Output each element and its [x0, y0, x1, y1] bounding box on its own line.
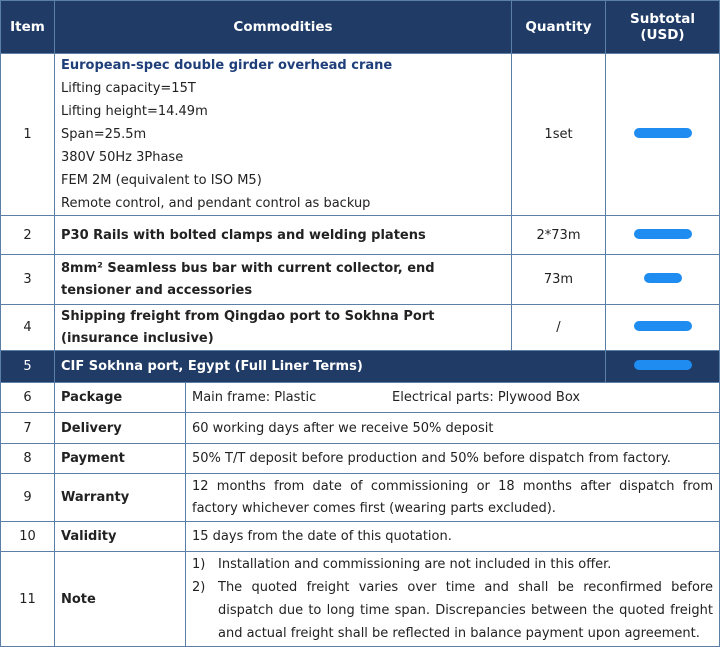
subtotal-cell: [606, 54, 720, 216]
note-number: 1): [192, 557, 206, 572]
commodity-title: 8mm² Seamless bus bar with current collector, end tensioner and accessories: [55, 255, 512, 305]
subtotal-cell: [606, 216, 720, 255]
spec-line: Lifting capacity=15T: [61, 81, 196, 96]
terms-row: [1, 522, 720, 552]
subtotal-cell: [606, 351, 720, 383]
spec-line: Lifting height=14.49m: [61, 104, 208, 119]
notes-cell: [186, 552, 720, 647]
terms-label: Warranty: [55, 474, 186, 522]
terms-value: 50% T/T deposit before production and 50% before dispatch from factory.: [186, 444, 720, 474]
header-quantity: Quantity: [512, 1, 606, 54]
terms-value: 12 months from date of commissioning or 18 months after dispatch from factory whichever comes first (wearing parts excluded).: [186, 474, 720, 522]
commodity-title: Shipping freight from Qingdao port to Sokhna Port (insurance inclusive): [55, 305, 512, 351]
redaction-mark: [634, 360, 692, 370]
spec-line: Remote control, and pendant control as backup: [61, 196, 371, 211]
package-main-frame: Main frame: Plastic: [192, 390, 317, 405]
terms-row: [1, 474, 720, 522]
notes-list: [192, 553, 713, 645]
table-row: [1, 255, 720, 305]
total-label: CIF Sokhna port, Egypt (Full Liner Terms): [55, 351, 606, 383]
redaction-mark: [644, 273, 682, 283]
quantity-cell: /: [512, 305, 606, 351]
redaction-mark: [634, 321, 692, 331]
redaction-mark: [634, 229, 692, 239]
terms-label: Note: [55, 552, 186, 647]
quantity-cell: 2*73m: [512, 216, 606, 255]
terms-row: [1, 413, 720, 444]
table-row: [1, 216, 720, 255]
total-row: [1, 351, 720, 383]
subtotal-cell: [606, 305, 720, 351]
item-number: 7: [1, 413, 55, 444]
note-item: [192, 553, 713, 576]
header-item: Item: [1, 1, 55, 54]
item-number: 11: [1, 552, 55, 647]
table-row: [1, 54, 720, 216]
item-number: 3: [1, 255, 55, 305]
item-number: 8: [1, 444, 55, 474]
header-subtotal: Subtotal (USD): [606, 1, 720, 54]
item-number: 2: [1, 216, 55, 255]
note-text: The quoted freight varies over time and shall be reconfirmed before dispatch due to long time span. Discrepancies between the quoted freight and actual freight shall be reflected in balance payment upon agreement.: [218, 580, 713, 641]
item-number: 6: [1, 383, 55, 413]
item-number: 1: [1, 54, 55, 216]
terms-value: 60 working days after we receive 50% deposit: [186, 413, 720, 444]
terms-label: Package: [55, 383, 186, 413]
terms-label: Payment: [55, 444, 186, 474]
header-commodities: Commodities: [55, 1, 512, 54]
commodity-cell: [55, 54, 512, 216]
table-header-row: [1, 1, 720, 54]
commodity-title: European-spec double girder overhead crane: [61, 58, 393, 73]
spec-line: 380V 50Hz 3Phase: [61, 150, 184, 165]
note-text: Installation and commissioning are not included in this offer.: [218, 557, 612, 572]
spec-line: Span=25.5m: [61, 127, 147, 142]
quantity-cell: 73m: [512, 255, 606, 305]
terms-value: 15 days from the date of this quotation.: [186, 522, 720, 552]
item-number: 10: [1, 522, 55, 552]
terms-label: Validity: [55, 522, 186, 552]
terms-row: [1, 383, 720, 413]
terms-label: Delivery: [55, 413, 186, 444]
item-number: 5: [1, 351, 55, 383]
note-number: 2): [192, 580, 206, 595]
commodity-title: P30 Rails with bolted clamps and welding platens: [55, 216, 512, 255]
redaction-mark: [634, 128, 692, 138]
table-row: [1, 305, 720, 351]
terms-value: [186, 383, 720, 413]
quantity-cell: 1set: [512, 54, 606, 216]
terms-row: [1, 552, 720, 647]
package-electrical: Electrical parts: Plywood Box: [392, 390, 581, 405]
item-number: 9: [1, 474, 55, 522]
note-item: [192, 576, 713, 645]
spec-line: FEM 2M (equivalent to ISO M5): [61, 173, 262, 188]
subtotal-cell: [606, 255, 720, 305]
item-number: 4: [1, 305, 55, 351]
terms-row: [1, 444, 720, 474]
